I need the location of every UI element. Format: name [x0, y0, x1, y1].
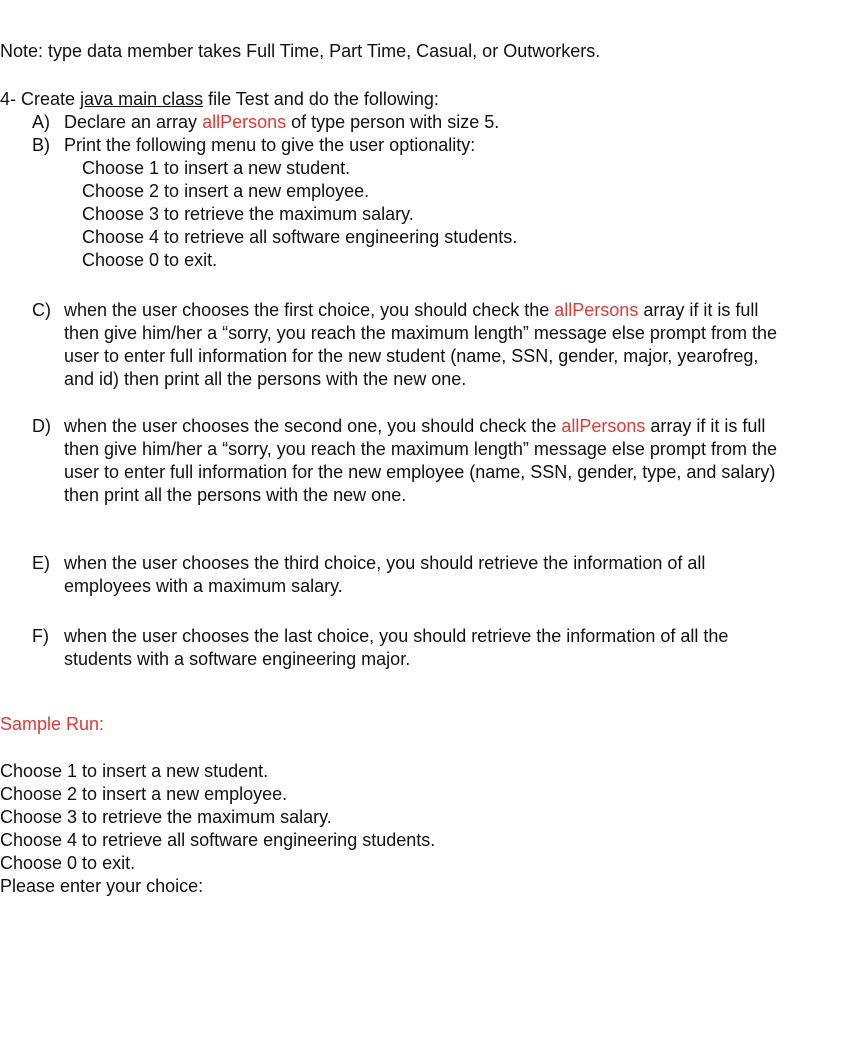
item-d-line1-post: array if it is full	[645, 416, 766, 436]
item-a-highlight: allPersons	[202, 112, 287, 132]
sample-run-line: Choose 1 to insert a new student.	[0, 761, 269, 781]
item-d-line1-pre: when the user chooses the second one, you should check the	[64, 416, 562, 436]
item-c-line1	[64, 299, 758, 321]
item-d-line1	[64, 415, 765, 437]
item-e-line1: when the user chooses the third choice, you should retrieve the information of all	[64, 553, 706, 573]
menu-item: Choose 2 to insert a new employee.	[82, 181, 370, 201]
item-b-text: Print the following menu to give the user optionality:	[64, 135, 476, 155]
menu-item: Choose 1 to insert a new student.	[82, 158, 351, 178]
sample-run-line: Choose 3 to retrieve the maximum salary.	[0, 807, 332, 827]
task-suffix: file Test and do the following:	[203, 89, 439, 109]
menu-item: Choose 0 to exit.	[82, 250, 218, 270]
sample-run-title: Sample Run:	[0, 714, 105, 734]
item-e-line2: employees with a maximum salary.	[64, 576, 343, 596]
sample-run-line: Choose 4 to retrieve all software engineering students.	[0, 830, 436, 850]
item-c-line3: user to enter full information for the new student (name, SSN, gender, major, yearofreg,	[64, 346, 759, 366]
task-link-text: java main class	[80, 89, 204, 109]
item-c-line1-post: array if it is full	[638, 300, 759, 320]
sample-run-line: Choose 0 to exit.	[0, 853, 136, 873]
item-a-text	[64, 111, 499, 133]
item-d-line4: then print all the persons with the new one.	[64, 485, 407, 505]
item-d-highlight: allPersons	[561, 416, 646, 436]
item-b-label: B)	[32, 135, 50, 155]
sample-run-line: Choose 2 to insert a new employee.	[0, 784, 288, 804]
item-c-highlight: allPersons	[554, 300, 639, 320]
item-a-pre: Declare an array	[64, 112, 203, 132]
item-f-line2: students with a software engineering major.	[64, 649, 411, 669]
item-d-label: D)	[32, 416, 51, 436]
menu-item: Choose 4 to retrieve all software engineering students.	[82, 227, 518, 247]
task-heading	[0, 88, 439, 110]
item-d-line2: then give him/her a “sorry, you reach the maximum length” message else prompt from the	[64, 439, 777, 459]
item-a-post: of type person with size 5.	[286, 112, 500, 132]
item-c-line1-pre: when the user chooses the first choice, you should check the	[64, 300, 555, 320]
item-d-line3: user to enter full information for the new employee (name, SSN, gender, type, and salary)	[64, 462, 776, 482]
item-c-line4: and id) then print all the persons with the new one.	[64, 369, 467, 389]
item-e-label: E)	[32, 553, 50, 573]
item-c-line2: then give him/her a “sorry, you reach the maximum length” message else prompt from the	[64, 323, 777, 343]
task-prefix: 4- Create	[0, 89, 81, 109]
item-f-label: F)	[32, 626, 49, 646]
menu-item: Choose 3 to retrieve the maximum salary.	[82, 204, 414, 224]
item-f-line1: when the user chooses the last choice, you should retrieve the information of all the	[64, 626, 729, 646]
note-text: Note: type data member takes Full Time, Part Time, Casual, or Outworkers.	[0, 41, 601, 61]
sample-run-prompt: Please enter your choice:	[0, 876, 204, 896]
item-a-label: A)	[32, 112, 50, 132]
item-c-label: C)	[32, 300, 51, 320]
